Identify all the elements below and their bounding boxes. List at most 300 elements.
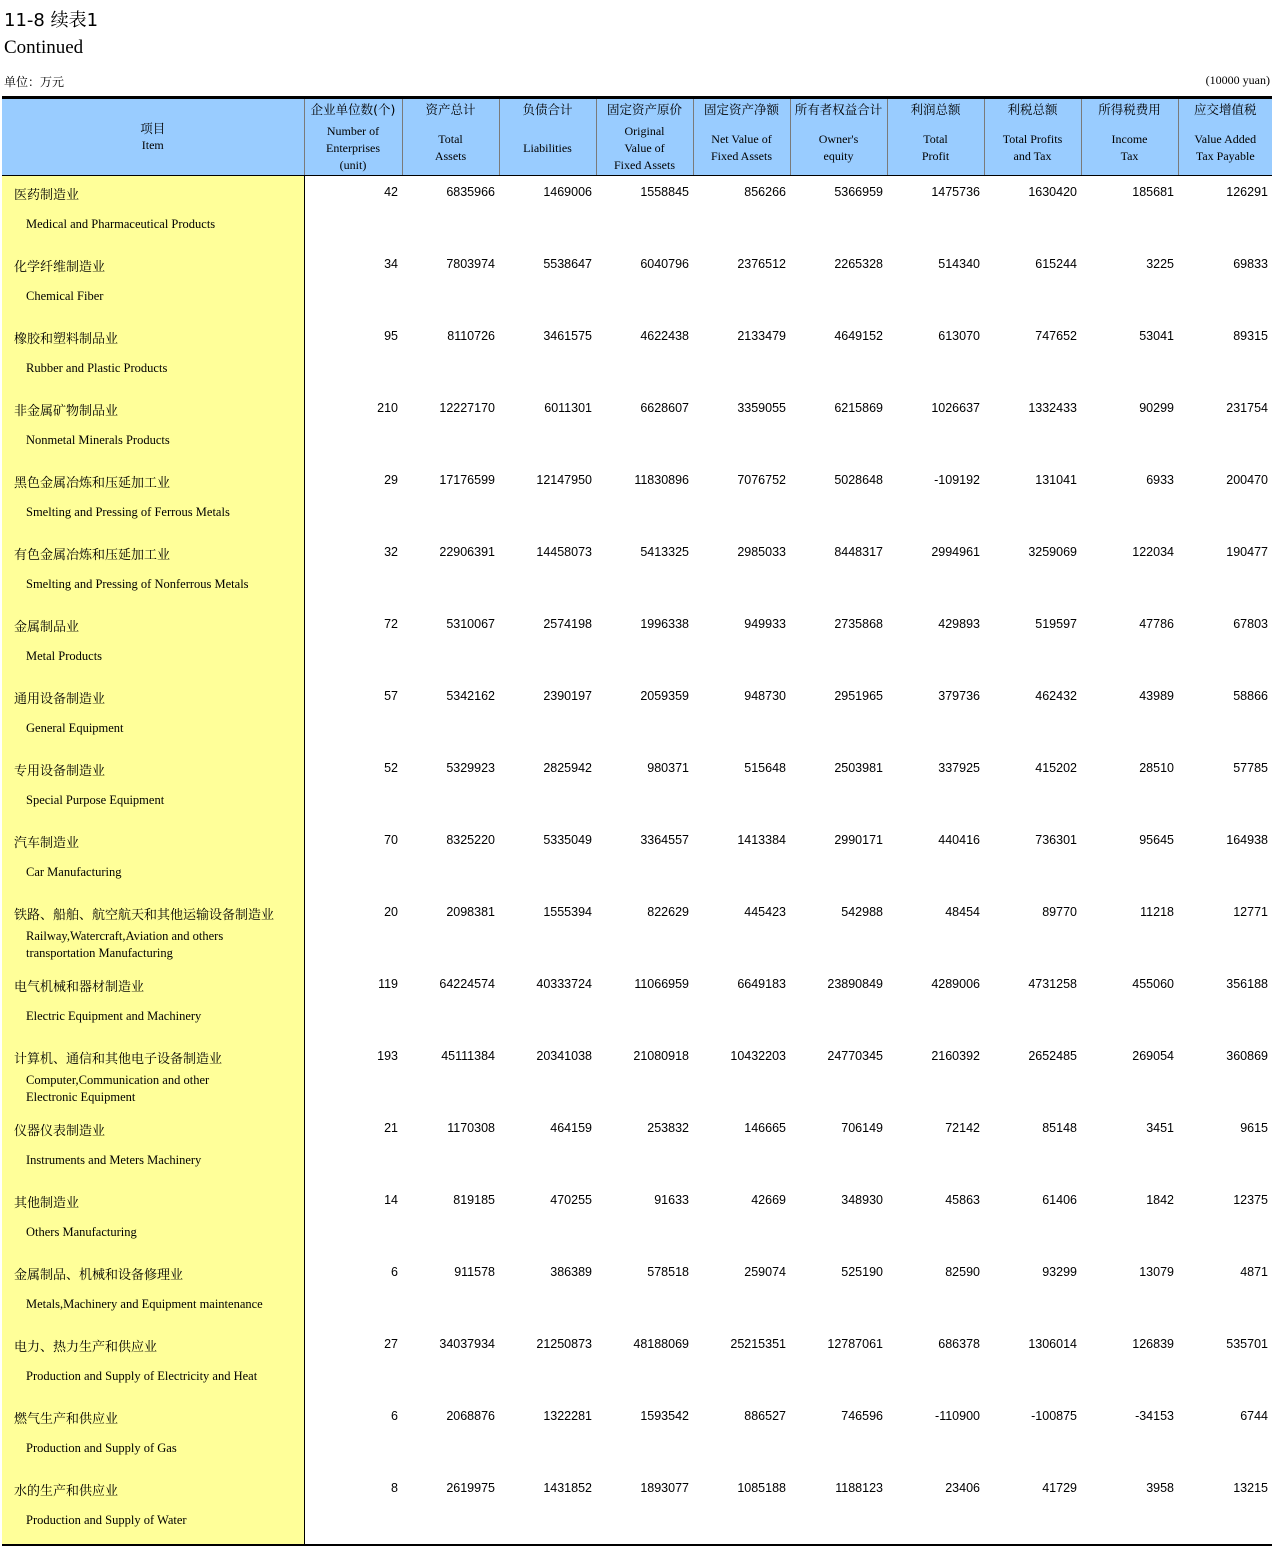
- item-name-en: Production and Supply of Electricity and Heat: [26, 1369, 258, 1383]
- value-cell: 1026637: [931, 401, 980, 415]
- column-header-en: Value of: [624, 141, 665, 155]
- item-name-en: Nonmetal Minerals Products: [26, 433, 170, 447]
- table-row: [2, 536, 1272, 608]
- value-cell: 61406: [1042, 1193, 1077, 1207]
- value-cell: 470255: [550, 1193, 592, 1207]
- item-cell: [2, 320, 304, 392]
- column-header-cn: 企业单位数(个): [310, 102, 396, 117]
- column-header: [596, 98, 693, 176]
- column-header-en: Fixed Assets: [710, 149, 772, 163]
- column-header-cn: 负债合计: [522, 102, 573, 117]
- value-cell: 72: [384, 617, 398, 631]
- value-cell: 82590: [945, 1265, 980, 1279]
- value-cell: 5413325: [640, 545, 689, 559]
- table-row: [2, 1184, 1272, 1256]
- value-cell: 17176599: [439, 473, 495, 487]
- value-cell: 1630420: [1028, 185, 1077, 199]
- item-cell: [2, 680, 304, 752]
- column-header: [693, 98, 790, 176]
- value-cell: -34153: [1135, 1409, 1174, 1423]
- value-cell: 43989: [1139, 689, 1174, 703]
- value-cell: 193: [377, 1049, 398, 1063]
- column-header-en: Total: [923, 132, 948, 146]
- value-cell: 746596: [841, 1409, 883, 1423]
- item-cell: [2, 1112, 304, 1184]
- value-cell: 686378: [938, 1337, 980, 1351]
- value-cell: 542988: [841, 905, 883, 919]
- value-cell: 53041: [1139, 329, 1174, 343]
- column-header-en: Enterprises: [326, 141, 380, 155]
- value-cell: 1996338: [640, 617, 689, 631]
- item-name-cn: 非金属矿物制品业: [14, 404, 119, 419]
- item-name-en: Smelting and Pressing of Ferrous Metals: [26, 505, 230, 519]
- item-name-cn: 化学纤维制造业: [14, 260, 106, 275]
- value-cell: 819185: [453, 1193, 495, 1207]
- value-cell: 4622438: [640, 329, 689, 343]
- column-header-en: Value Added: [1194, 132, 1257, 146]
- value-cell: 42: [384, 185, 398, 199]
- value-cell: 2133479: [737, 329, 786, 343]
- value-cell: 91633: [654, 1193, 689, 1207]
- item-cell: [2, 1328, 304, 1400]
- value-cell: 514340: [938, 257, 980, 271]
- item-name-cn: 铁路、船舶、航空航天和其他运输设备制造业: [14, 908, 275, 923]
- value-cell: 822629: [647, 905, 689, 919]
- table-title: 11-8 续表1: [4, 10, 99, 31]
- value-cell: 253832: [647, 1121, 689, 1135]
- value-cell: 6: [391, 1409, 398, 1423]
- table-row: [2, 1472, 1272, 1545]
- item-name-en: Metals,Machinery and Equipment maintenance: [26, 1297, 263, 1311]
- column-header-en: Fixed Assets: [613, 158, 675, 172]
- value-cell: 1893077: [596, 1472, 693, 1545]
- table-row: [2, 968, 1272, 1040]
- table-row: [2, 1328, 1272, 1400]
- item-cell: [2, 1184, 304, 1256]
- value-cell: 48188069: [633, 1337, 689, 1351]
- value-cell: 23406: [887, 1472, 984, 1545]
- value-cell: 2652485: [1028, 1049, 1077, 1063]
- value-cell: 32: [384, 545, 398, 559]
- value-cell: 379736: [938, 689, 980, 703]
- value-cell: 21250873: [536, 1337, 592, 1351]
- column-header-en: and Tax: [1013, 149, 1052, 163]
- value-cell: 3225: [1146, 257, 1174, 271]
- value-cell: 1469006: [543, 185, 592, 199]
- value-cell: 2619975: [402, 1472, 499, 1545]
- value-cell: 356188: [1226, 977, 1268, 991]
- item-name-en: Metal Products: [26, 649, 103, 663]
- value-cell: 1188123: [790, 1472, 887, 1545]
- value-cell: 2068876: [446, 1409, 495, 1423]
- value-cell: 911578: [454, 1265, 495, 1279]
- value-cell: 7076752: [737, 473, 786, 487]
- column-header: [1178, 98, 1272, 176]
- item-name-cn: 燃气生产和供应业: [14, 1412, 119, 1427]
- item-name-cn: 仪器仪表制造业: [14, 1124, 106, 1139]
- value-cell: 231754: [1226, 401, 1268, 415]
- statistics-table: [2, 96, 1272, 1546]
- value-cell: 6835966: [446, 185, 495, 199]
- value-cell: 21080918: [633, 1049, 689, 1063]
- value-cell: 445423: [744, 905, 786, 919]
- column-header: [304, 98, 402, 176]
- item-name-cn: 黑色金属冶炼和压延加工业: [14, 476, 171, 491]
- item-name-en: Others Manufacturing: [26, 1225, 137, 1239]
- value-cell: 2390197: [543, 689, 592, 703]
- value-cell: 1842: [1146, 1193, 1174, 1207]
- value-cell: 41729: [984, 1472, 1081, 1545]
- item-name-cn: 汽车制造业: [14, 836, 80, 851]
- item-cell: [2, 176, 304, 249]
- column-header-en: Net Value of: [711, 132, 772, 146]
- item-name-en: Electric Equipment and Machinery: [26, 1009, 202, 1023]
- value-cell: 40333724: [536, 977, 592, 991]
- value-cell: 90299: [1139, 401, 1174, 415]
- item-name-cn: 有色金属冶炼和压延加工业: [14, 548, 171, 563]
- value-cell: 3259069: [1028, 545, 1077, 559]
- item-cell: [2, 1256, 304, 1328]
- value-cell: 2376512: [737, 257, 786, 271]
- value-cell: 736301: [1035, 833, 1077, 847]
- table-row: [2, 752, 1272, 824]
- value-cell: 12787061: [827, 1337, 883, 1351]
- column-header: [887, 98, 984, 176]
- value-cell: 455060: [1132, 977, 1174, 991]
- column-header-en: Assets: [434, 149, 467, 163]
- value-cell: 2265328: [834, 257, 883, 271]
- value-cell: 52: [384, 761, 398, 775]
- value-cell: 57: [384, 689, 398, 703]
- value-cell: 89315: [1233, 329, 1268, 343]
- value-cell: 69833: [1233, 257, 1268, 271]
- value-cell: 126291: [1226, 185, 1268, 199]
- table-row: [2, 320, 1272, 392]
- value-cell: 2098381: [446, 905, 495, 919]
- column-header-en: Income: [1111, 132, 1148, 146]
- value-cell: 259074: [744, 1265, 786, 1279]
- value-cell: 34037934: [439, 1337, 495, 1351]
- table-row: [2, 1112, 1272, 1184]
- value-cell: 615244: [1035, 257, 1077, 271]
- value-cell: 2160392: [931, 1049, 980, 1063]
- item-name-en: Production and Supply of Gas: [26, 1441, 177, 1455]
- value-cell: 613070: [938, 329, 980, 343]
- item-cell: [2, 536, 304, 608]
- value-cell: 20341038: [536, 1049, 592, 1063]
- item-name-en: Production and Supply of Water: [26, 1513, 187, 1527]
- value-cell: 8448317: [834, 545, 883, 559]
- value-cell: 6011301: [544, 401, 592, 415]
- item-name-cn: 橡胶和塑料制品业: [14, 332, 119, 347]
- value-cell: 5538647: [543, 257, 592, 271]
- value-cell: 126839: [1132, 1337, 1174, 1351]
- table-row: [2, 680, 1272, 752]
- value-cell: 2574198: [543, 617, 592, 631]
- item-name-en: Medical and Pharmaceutical Products: [26, 217, 216, 231]
- column-header-en: Profit: [921, 149, 950, 163]
- value-cell: 200470: [1226, 473, 1268, 487]
- value-cell: 337925: [938, 761, 980, 775]
- value-cell: 10432203: [730, 1049, 786, 1063]
- value-cell: 2951965: [834, 689, 883, 703]
- item-cell: [2, 248, 304, 320]
- value-cell: 13215: [1178, 1472, 1272, 1545]
- value-cell: 131041: [1035, 473, 1077, 487]
- value-cell: 7803974: [446, 257, 495, 271]
- value-cell: 1306014: [1028, 1337, 1077, 1351]
- value-cell: -109192: [934, 473, 980, 487]
- value-cell: 1475736: [931, 185, 980, 199]
- value-cell: 535701: [1226, 1337, 1268, 1351]
- value-cell: 12375: [1233, 1193, 1268, 1207]
- value-cell: 429893: [938, 617, 980, 631]
- value-cell: 57785: [1233, 761, 1268, 775]
- value-cell: 5366959: [834, 185, 883, 199]
- value-cell: 2994961: [931, 545, 980, 559]
- column-header: [499, 98, 596, 176]
- value-cell: 5028648: [834, 473, 883, 487]
- value-cell: 415202: [1035, 761, 1077, 775]
- column-header-en: Item: [141, 138, 164, 152]
- item-name-cn: 水的生产和供应业: [14, 1484, 119, 1499]
- value-cell: 6: [391, 1265, 398, 1279]
- column-header: [790, 98, 887, 176]
- value-cell: 8110726: [447, 329, 495, 343]
- value-cell: 47786: [1139, 617, 1174, 631]
- table-row: [2, 896, 1272, 968]
- value-cell: 1413384: [737, 833, 786, 847]
- value-cell: 2825942: [543, 761, 592, 775]
- item-name-cn: 通用设备制造业: [14, 692, 106, 707]
- item-name-en: Computer,Communication and other Electronic Equipment: [26, 1073, 210, 1104]
- value-cell: 8325220: [446, 833, 495, 847]
- column-header-en: Total: [438, 132, 463, 146]
- value-cell: 4731258: [1028, 977, 1077, 991]
- value-cell: 440416: [938, 833, 980, 847]
- value-cell: 11066959: [634, 977, 689, 991]
- value-cell: 24770345: [827, 1049, 883, 1063]
- value-cell: 3958: [1081, 1472, 1178, 1545]
- value-cell: 5335049: [543, 833, 592, 847]
- value-cell: 706149: [841, 1121, 883, 1135]
- value-cell: 12771: [1233, 905, 1268, 919]
- item-cell: [2, 392, 304, 464]
- value-cell: 1085188: [693, 1472, 790, 1545]
- item-cell: [2, 1040, 304, 1112]
- item-name-en: Smelting and Pressing of Nonferrous Metals: [26, 577, 249, 591]
- value-cell: 5329923: [446, 761, 495, 775]
- value-cell: 519597: [1035, 617, 1077, 631]
- value-cell: 386389: [550, 1265, 592, 1279]
- item-name-en: Railway,Watercraft,Aviation and others transportation Manufacturing: [26, 929, 224, 960]
- item-name-cn: 电气机械和器材制造业: [14, 980, 145, 995]
- table-body: [2, 176, 1272, 1546]
- value-cell: 9615: [1240, 1121, 1268, 1135]
- value-cell: 34: [384, 257, 398, 271]
- value-cell: 1170308: [447, 1121, 495, 1135]
- item-cell: [2, 752, 304, 824]
- item-cell: [2, 896, 304, 968]
- value-cell: 980371: [647, 761, 689, 775]
- value-cell: 886527: [744, 1409, 786, 1423]
- value-cell: 2735868: [834, 617, 883, 631]
- value-cell: 12147950: [536, 473, 592, 487]
- item-name-en: General Equipment: [26, 721, 124, 735]
- value-cell: -110900: [935, 1409, 980, 1423]
- value-cell: 42669: [751, 1193, 786, 1207]
- value-cell: 515648: [744, 761, 786, 775]
- value-cell: 190477: [1226, 545, 1268, 559]
- value-cell: 1322281: [543, 1409, 592, 1423]
- value-cell: 578518: [647, 1265, 689, 1279]
- item-name-cn: 电力、热力生产和供应业: [14, 1340, 158, 1355]
- value-cell: 22906391: [439, 545, 495, 559]
- column-header-cn: 固定资产净额: [703, 102, 779, 117]
- value-cell: 856266: [744, 185, 786, 199]
- value-cell: 3364557: [640, 833, 689, 847]
- item-name-en: Rubber and Plastic Products: [26, 361, 168, 375]
- value-cell: 6744: [1240, 1409, 1268, 1423]
- column-header-cn: 利润总额: [910, 102, 961, 117]
- value-cell: 2990171: [834, 833, 883, 847]
- value-cell: 28510: [1139, 761, 1174, 775]
- value-cell: 747652: [1035, 329, 1077, 343]
- column-header-en: Number of: [326, 124, 380, 138]
- value-cell: 25215351: [730, 1337, 786, 1351]
- column-header-cn: 固定资产原价: [606, 102, 682, 117]
- value-cell: 13079: [1139, 1265, 1174, 1279]
- value-cell: 5342162: [446, 689, 495, 703]
- item-name-cn: 专用设备制造业: [14, 764, 106, 779]
- value-cell: 122034: [1132, 545, 1174, 559]
- value-cell: 12227170: [439, 401, 495, 415]
- column-header: [1081, 98, 1178, 176]
- value-cell: 6933: [1146, 473, 1174, 487]
- value-cell: 464159: [550, 1121, 592, 1135]
- item-cell: [2, 968, 304, 1040]
- value-cell: 1431852: [499, 1472, 596, 1545]
- table-row: [2, 1256, 1272, 1328]
- value-cell: 21: [384, 1121, 398, 1135]
- value-cell: 6628607: [640, 401, 689, 415]
- table-subtitle: Continued: [4, 37, 84, 58]
- item-name-cn: 金属制品业: [14, 620, 80, 635]
- column-header-cn: 项目: [140, 121, 166, 136]
- column-header: [984, 98, 1081, 176]
- item-cell: [2, 608, 304, 680]
- column-header-cn: 应交增值税: [1193, 102, 1257, 117]
- value-cell: 72142: [945, 1121, 980, 1135]
- value-cell: 2503981: [834, 761, 883, 775]
- value-cell: 14: [384, 1193, 398, 1207]
- value-cell: 949933: [744, 617, 786, 631]
- value-cell: 1558845: [640, 185, 689, 199]
- value-cell: 95645: [1139, 833, 1174, 847]
- value-cell: 269054: [1132, 1049, 1174, 1063]
- value-cell: 67803: [1233, 617, 1268, 631]
- column-header: [402, 98, 499, 176]
- value-cell: 5310067: [446, 617, 495, 631]
- item-name-cn: 医药制造业: [14, 188, 80, 203]
- item-cell: [2, 824, 304, 896]
- value-cell: 3451: [1146, 1121, 1174, 1135]
- item-name-en: Instruments and Meters Machinery: [26, 1153, 202, 1167]
- table-row: [2, 824, 1272, 896]
- value-cell: 23890849: [827, 977, 883, 991]
- value-cell: 4649152: [834, 329, 883, 343]
- value-cell: 1555394: [543, 905, 592, 919]
- item-cell: [2, 1472, 304, 1545]
- value-cell: 210: [377, 401, 398, 415]
- value-cell: 525190: [841, 1265, 883, 1279]
- item-name-cn: 计算机、通信和其他电子设备制造业: [14, 1052, 223, 1067]
- column-header-cn: 资产总计: [425, 102, 476, 117]
- table-row: [2, 1040, 1272, 1112]
- value-cell: 45111384: [441, 1049, 495, 1063]
- value-cell: 45863: [945, 1193, 980, 1207]
- unit-label-cn: 单位：万元: [4, 75, 65, 89]
- value-cell: 185681: [1132, 185, 1174, 199]
- value-cell: 89770: [1042, 905, 1077, 919]
- value-cell: 360869: [1226, 1049, 1268, 1063]
- table-row: [2, 608, 1272, 680]
- value-cell: 4871: [1240, 1265, 1268, 1279]
- value-cell: 1593542: [640, 1409, 689, 1423]
- table-row: [2, 464, 1272, 536]
- column-header-cn: 所有者权益合计: [794, 102, 883, 117]
- column-header-en: Liabilities: [523, 141, 572, 155]
- value-cell: 348930: [841, 1193, 883, 1207]
- value-cell: 64224574: [439, 977, 495, 991]
- value-cell: 93299: [1042, 1265, 1077, 1279]
- column-header-en: (unit): [339, 158, 367, 172]
- value-cell: 58866: [1233, 689, 1268, 703]
- unit-label-en: (10000 yuan): [1205, 73, 1270, 87]
- item-name-cn: 金属制品、机械和设备修理业: [14, 1268, 184, 1283]
- table-row: [2, 392, 1272, 464]
- table-row: [2, 1400, 1272, 1472]
- value-cell: 6215869: [834, 401, 883, 415]
- value-cell: 11218: [1140, 905, 1174, 919]
- value-cell: 6649183: [737, 977, 786, 991]
- value-cell: 48454: [945, 905, 980, 919]
- value-cell: 164938: [1226, 833, 1268, 847]
- value-cell: 29: [384, 473, 398, 487]
- value-cell: 2059359: [640, 689, 689, 703]
- value-cell: 3461575: [543, 329, 592, 343]
- item-name-en: Car Manufacturing: [26, 865, 122, 879]
- value-cell: 85148: [1042, 1121, 1077, 1135]
- value-cell: 4289006: [931, 977, 980, 991]
- column-header-en: equity: [823, 149, 854, 163]
- column-header-item: [2, 98, 304, 176]
- value-cell: 462432: [1035, 689, 1077, 703]
- header-row: [2, 98, 1272, 176]
- item-cell: [2, 464, 304, 536]
- item-name-en: Chemical Fiber: [26, 289, 104, 303]
- value-cell: 146665: [744, 1121, 786, 1135]
- value-cell: 27: [384, 1337, 398, 1351]
- value-cell: 20: [384, 905, 398, 919]
- column-header-en: Total Profits: [1002, 132, 1063, 146]
- value-cell: 2985033: [737, 545, 786, 559]
- table-row: [2, 248, 1272, 320]
- value-cell: 11830896: [634, 473, 689, 487]
- value-cell: 70: [384, 833, 398, 847]
- value-cell: 6040796: [640, 257, 689, 271]
- column-header-en: Tax: [1120, 149, 1139, 163]
